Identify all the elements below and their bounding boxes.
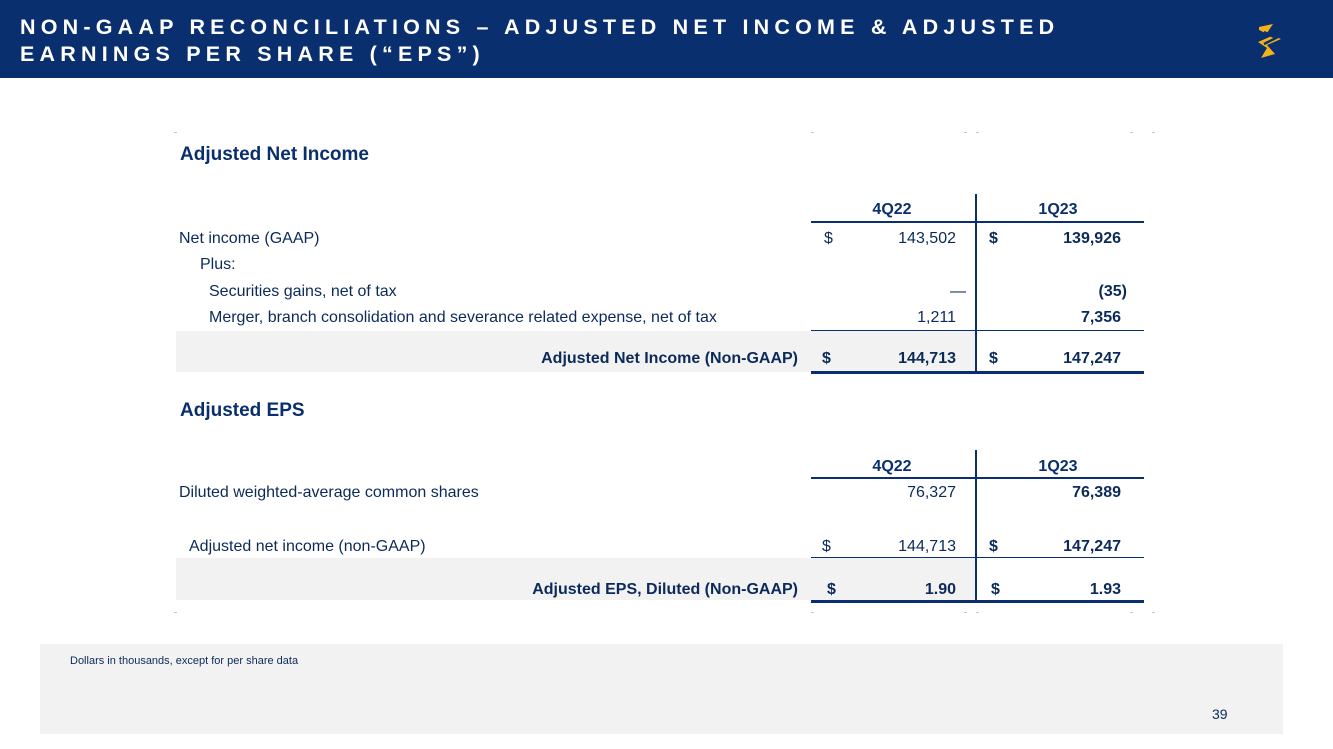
value-adjusted-net-income-1q23: 147,247	[1063, 350, 1121, 367]
row-label-adjusted-eps: Adjusted EPS, Diluted (Non-GAAP)	[532, 581, 798, 598]
value-adjusted-eps-1q23: 1.93	[1089, 581, 1121, 598]
slide-header	[0, 0, 1333, 78]
frame-marker	[174, 132, 177, 133]
column-header-1q23: 1Q23	[1038, 201, 1078, 218]
value-net-income-4q22: 143,502	[898, 230, 956, 247]
currency-symbol: $	[989, 350, 998, 367]
column-divider	[975, 450, 977, 602]
value-merger-4q22: 1,211	[917, 309, 956, 326]
column-header-1q23: 1Q23	[1038, 458, 1078, 475]
row-label-adjusted-net-income: Adjusted Net Income (Non-GAAP)	[541, 350, 798, 367]
company-logo-icon	[1255, 21, 1285, 61]
frame-marker	[976, 612, 979, 613]
value-net-income-1q23: 139,926	[1063, 230, 1121, 247]
frame-marker	[1130, 612, 1133, 613]
frame-marker	[1152, 132, 1155, 133]
currency-symbol: $	[824, 230, 833, 247]
currency-symbol: $	[827, 581, 836, 598]
frame-marker	[174, 612, 177, 613]
total-double-underline	[811, 600, 1144, 603]
currency-symbol: $	[989, 538, 998, 555]
value-adjusted-net-income-4q22: 144,713	[898, 350, 956, 367]
row-label-adjusted-net-income-nongaap: Adjusted net income (non-GAAP)	[189, 538, 426, 555]
currency-symbol: $	[989, 230, 998, 247]
frame-marker	[811, 612, 814, 613]
value-securities-4q22: —	[950, 283, 966, 300]
value-adj-ni-4q22: 144,713	[898, 538, 956, 555]
eps-section-title: Adjusted EPS	[180, 400, 305, 421]
header-underline	[811, 477, 1144, 479]
net-income-section-title: Adjusted Net Income	[180, 144, 369, 165]
total-double-underline	[811, 371, 1144, 374]
frame-marker	[1152, 612, 1155, 613]
value-securities-1q23: (35)	[1098, 283, 1127, 300]
value-shares-4q22: 76,327	[907, 484, 956, 501]
row-label-plus: Plus:	[200, 256, 236, 273]
value-shares-1q23: 76,389	[1072, 484, 1121, 501]
frame-marker	[811, 132, 814, 133]
frame-marker	[1130, 132, 1133, 133]
frame-marker	[976, 132, 979, 133]
footnote: Dollars in thousands, except for per share data	[70, 655, 299, 667]
currency-symbol: $	[822, 538, 831, 555]
row-label-securities-gains: Securities gains, net of tax	[209, 283, 397, 300]
column-header-4q22: 4Q22	[872, 201, 912, 218]
page-number: 39	[1212, 706, 1228, 722]
row-label-net-income-gaap: Net income (GAAP)	[179, 230, 320, 247]
frame-marker	[964, 612, 967, 613]
row-label-diluted-shares: Diluted weighted-average common shares	[179, 484, 479, 501]
value-adjusted-eps-4q22: 1.90	[924, 581, 956, 598]
frame-marker	[964, 132, 967, 133]
row-label-merger-expense: Merger, branch consolidation and severance related expense, net of tax	[209, 309, 717, 326]
currency-symbol: $	[822, 350, 831, 367]
value-merger-1q23: 7,356	[1080, 309, 1121, 326]
value-adj-ni-1q23: 147,247	[1063, 538, 1121, 555]
column-header-4q22: 4Q22	[872, 458, 912, 475]
slide-title: NON-GAAP RECONCILIATIONS – ADJUSTED NET INCOME & ADJUSTED EARNINGS PER SHARE (“EPS”)	[20, 15, 1060, 66]
header-underline	[811, 221, 1144, 223]
currency-symbol: $	[991, 581, 1000, 598]
